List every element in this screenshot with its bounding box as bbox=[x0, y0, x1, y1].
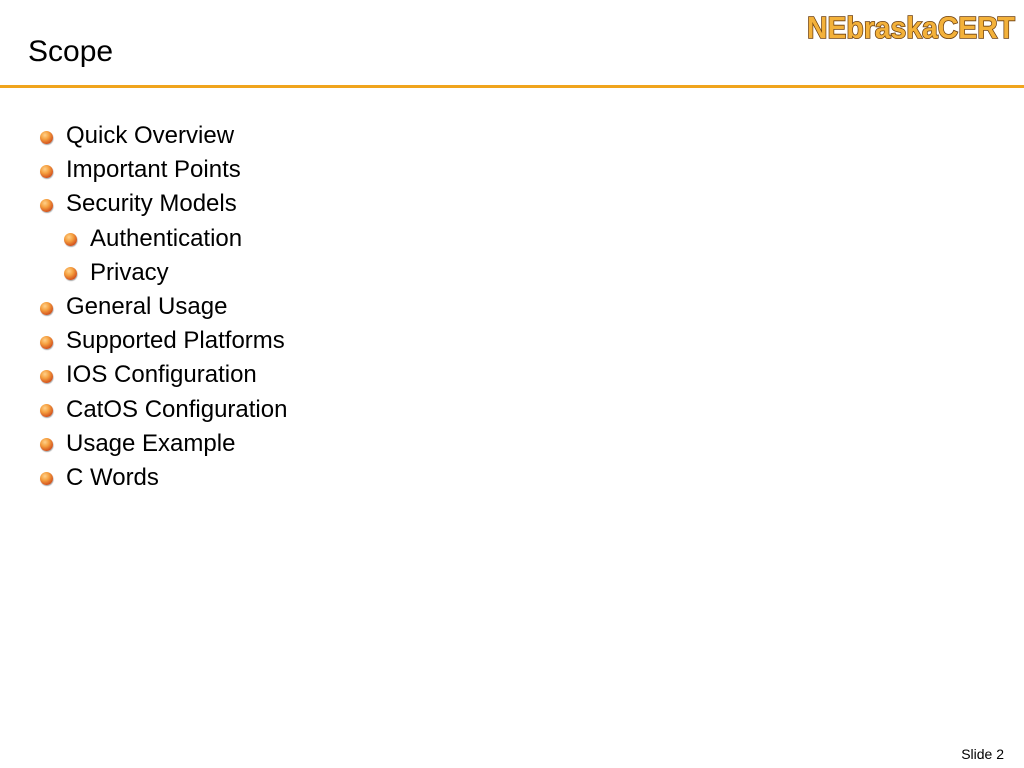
sub-bullet-item bbox=[40, 256, 287, 290]
orange-ball-bullet-icon bbox=[40, 302, 53, 315]
sub-bullet-item bbox=[40, 222, 287, 256]
orange-ball-bullet-icon bbox=[40, 404, 53, 417]
bullet-item bbox=[40, 324, 287, 358]
slide-title: Scope bbox=[28, 35, 114, 68]
orange-ball-bullet-icon bbox=[64, 233, 77, 246]
bullet-item bbox=[40, 119, 287, 153]
bullet-text: CatOS Configuration bbox=[66, 395, 288, 423]
slide-number: Slide 2 bbox=[961, 746, 1004, 762]
nebraskacert-logo bbox=[805, 6, 1019, 46]
bullet-list bbox=[40, 119, 287, 495]
bullet-text: Quick Overview bbox=[66, 122, 235, 150]
orange-ball-bullet-icon bbox=[40, 131, 53, 144]
bullet-text: Security Models bbox=[66, 190, 237, 218]
svg-text:NEbraskaCERT: NEbraskaCERT bbox=[807, 10, 1016, 45]
orange-ball-bullet-icon bbox=[40, 165, 53, 178]
orange-ball-bullet-icon bbox=[40, 336, 53, 349]
bullet-item bbox=[40, 393, 287, 427]
bullet-text: Authentication bbox=[90, 224, 243, 252]
orange-ball-bullet-icon bbox=[40, 438, 53, 451]
bullet-item bbox=[40, 427, 287, 461]
bullet-item bbox=[40, 461, 287, 495]
orange-ball-bullet-icon bbox=[40, 199, 53, 212]
orange-ball-bullet-icon bbox=[40, 370, 53, 383]
title-divider bbox=[0, 85, 1024, 88]
bullet-item bbox=[40, 187, 287, 221]
bullet-text: IOS Configuration bbox=[66, 361, 257, 389]
orange-ball-bullet-icon bbox=[64, 267, 77, 280]
bullet-item bbox=[40, 358, 287, 392]
orange-ball-bullet-icon bbox=[40, 472, 53, 485]
bullet-text: Important Points bbox=[66, 156, 241, 184]
bullet-text: Usage Example bbox=[66, 429, 236, 457]
bullet-text: General Usage bbox=[66, 293, 228, 321]
bullet-item bbox=[40, 290, 287, 324]
bullet-text: C Words bbox=[66, 463, 159, 491]
bullet-item bbox=[40, 153, 287, 187]
bullet-text: Privacy bbox=[90, 258, 169, 286]
bullet-text: Supported Platforms bbox=[66, 327, 285, 355]
